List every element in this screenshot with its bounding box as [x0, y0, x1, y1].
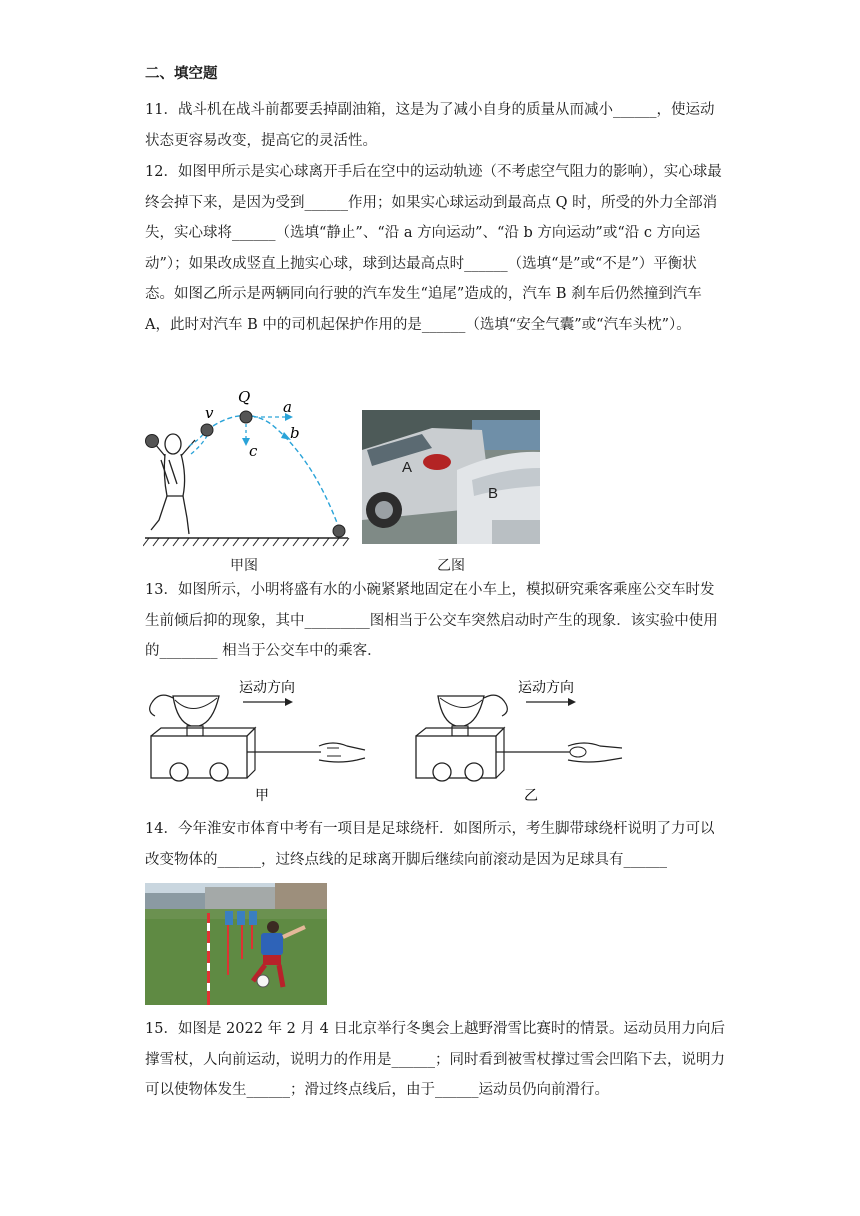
label-a: a — [283, 398, 292, 416]
question-12: 12．如图甲所示是实心球离开手后在空中的运动轨迹（不考虑空气阻力的影响），实心球最终会掉下来，是因为受到______作用；如果实心球运动到最高点 Q 时，所受的外力全部消失，实心球将______（选填“静止”、“沿 a 方向运动”、“沿 b 方向运动”或“沿 c 方向运动”）；如果改成竖直上抛实心球，球到达最高点时______（选填“是”或“不是”）平衡状态。如图乙所示是两辆同向行驶的汽车发生“追尾”造成的，汽车 B 刹车后仍然撞到汽车 A，此时对汽车 B 中的司机起保护作用的是______（选填“安全气囊”或“汽车头枕”）。 — [145, 164, 722, 333]
soccer-photo — [145, 883, 327, 1005]
trajectory-diagram — [143, 388, 353, 548]
figure-cart-jia — [143, 676, 373, 806]
caption-fig-jia: 甲图 — [230, 558, 258, 574]
label-car-b: B — [488, 485, 499, 502]
direction-label-jia: 运动方向 — [239, 680, 295, 696]
question-13: 13．如图所示，小明将盛有水的小碗紧紧地固定在小车上，模拟研究乘客乘座公交车时发生前倾后抑的现象，其中_________图相当于公交车突然启动时产生的现象．该实验中使用的________ 相当于公交车中的乘客． — [145, 582, 718, 660]
question-11: 11．战斗机在战斗前都要丢掉副油箱，这是为了减小自身的质量从而减小______，使运动状态更容易改变，提高它的灵活性。 — [145, 102, 715, 149]
collision-photo — [362, 410, 540, 544]
question-14: 14．今年淮安市体育中考有一项目是足球绕杆．如图所示，考生脚带球绕杆说明了力可以改变物体的______，过终点线的足球离开脚后继续向前滚动是因为足球具有______ — [145, 821, 715, 868]
label-q: Q — [238, 388, 251, 406]
label-v: v — [205, 404, 214, 422]
label-b: b — [290, 424, 300, 442]
label-car-a: A — [402, 459, 413, 476]
direction-label-yi: 运动方向 — [518, 680, 574, 696]
question-15: 15．如图是 2022 年 2 月 4 日北京举行冬奥会上越野滑雪比赛时的情景。运动员用力向后撑雪杖，人向前运动，说明力的作用是______；同时看到被雪杖撑过雪会凹陷下去，说明力可以使物体发生______；滑过终点线后，由于______运动员仍向前滑行。 — [145, 1021, 725, 1099]
caption-cart-jia: 甲 — [255, 788, 269, 804]
thrower-figure — [151, 434, 195, 534]
caption-cart-yi: 乙 — [524, 788, 538, 804]
figure-trajectory — [143, 388, 353, 548]
section-title: 二、填空题 — [145, 65, 218, 82]
caption-fig-yi: 乙图 — [437, 558, 465, 574]
figure-cart-yi — [410, 676, 640, 806]
label-c: c — [249, 442, 258, 460]
